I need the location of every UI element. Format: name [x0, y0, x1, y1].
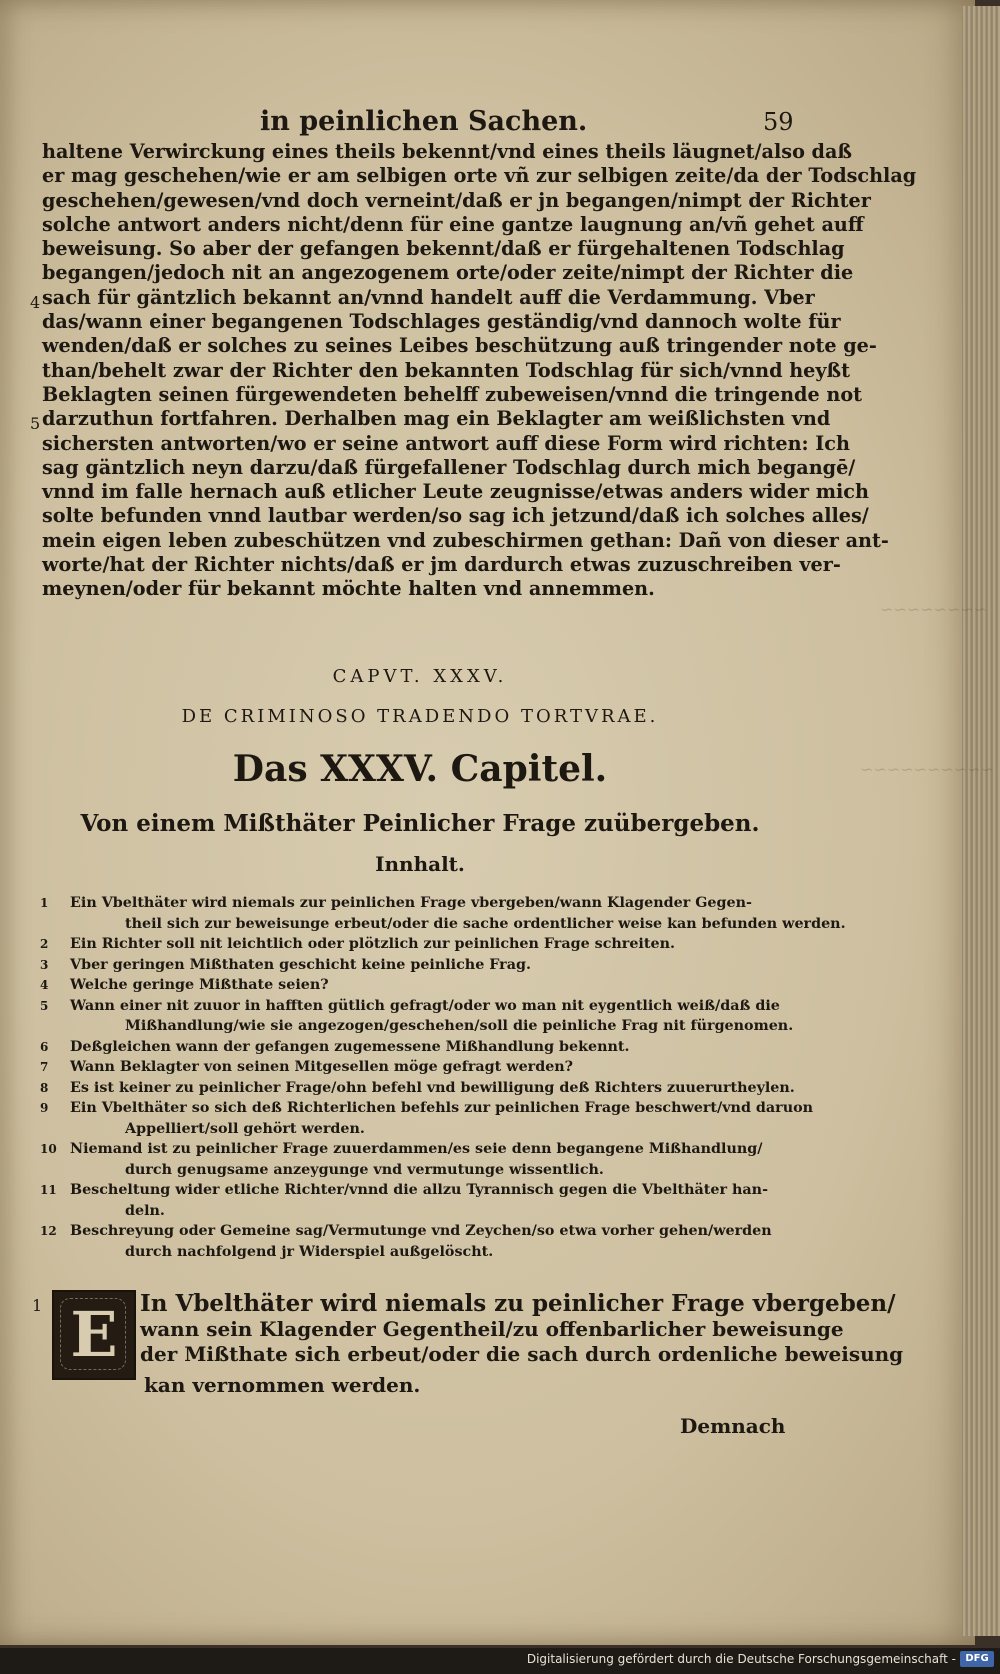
page-number: 59 — [763, 108, 794, 136]
catchword: Demnach — [680, 1414, 786, 1438]
item-text: Es ist keiner zu peinlicher Frage/ohn befehl vnd bewilligung deß Richters zuuerurtheylen. — [70, 1079, 795, 1096]
summary-item — [40, 1180, 800, 1221]
item-text: Ein Vbelthäter so sich deß Richterlichen befehls zur peinlichen Frage beschwert/vnd daruon — [70, 1100, 814, 1116]
opening-line: der Mißthate sich erbeut/oder die sach durch ordenliche beweisung — [140, 1342, 904, 1366]
item-text: Vber geringen Mißthaten geschicht keine peinliche Frag. — [70, 956, 531, 973]
item-number: 2 — [40, 937, 49, 951]
body-line: wenden/daß er solches zu seines Leibes beschützung auß tringender note ge- — [42, 334, 877, 358]
opening-line: wann sein Klagender Gegentheil/zu offenbarlicher beweisunge — [140, 1317, 844, 1341]
item-number: 3 — [40, 957, 49, 972]
margin-number: 4 — [30, 293, 41, 312]
item-continuation: Mißhandlung/wie sie angezogen/geschehen/soll die peinliche Frag nit fürgenomen. — [125, 1018, 794, 1034]
item-text: Deßgleichen wann der gefangen zugemessene Mißhandlung bekennt. — [70, 1038, 630, 1055]
item-continuation: Appelliert/soll gehört werden. — [125, 1120, 365, 1137]
item-number: 12 — [40, 1224, 57, 1238]
item-text: Beschreyung oder Gemeine sag/Vermutunge vnd Zeychen/so etwa vorher gehen/werden — [70, 1223, 772, 1239]
summary-item — [40, 1221, 800, 1262]
initial-letter: E — [70, 1298, 118, 1371]
body-line: vnnd im falle hernach auß etlicher Leute zeugnisse/etwas anders wider mich — [42, 480, 869, 504]
body-line: sichersten antworten/wo er seine antwort auff diese Form wird richten: Ich — [42, 431, 850, 455]
summary-item — [40, 1037, 800, 1058]
latin-title: DE CRIMINOSO TRADENDO TORTVRAE. — [181, 706, 659, 727]
item-number: 10 — [40, 1142, 57, 1156]
item-number: 8 — [40, 1080, 49, 1095]
item-text: Bescheltung wider etliche Richter/vnnd die allzu Tyrannisch gegen die Vbelthäter han- — [70, 1182, 769, 1198]
body-line: darzuthun fortfahren. Derhalben mag ein Beklagter am weißlichsten vnd — [42, 407, 831, 431]
running-head: in peinlichen Sachen. — [260, 106, 588, 137]
decorated-initial — [52, 1290, 136, 1380]
summary-item — [40, 955, 800, 976]
item-continuation: deln. — [125, 1202, 165, 1219]
item-number: 5 — [40, 998, 49, 1013]
body-line: than/behelt zwar der Richter den bekannten Todschlag für sich/vnnd heyßt — [42, 358, 850, 382]
body-line: solche antwort anders nicht/denn für eine gantze laugnung an/vñ gehet auff — [42, 212, 864, 236]
chapter-title: Das XXXV. Capitel. — [232, 748, 608, 790]
body-line: sach für gäntzlich bekannt an/vnnd handelt auff die Verdammung. Vber — [42, 285, 815, 309]
body-line: solte befunden vnnd lautbar werden/so sag ich jetzund/daß ich solches alles/ — [42, 504, 869, 528]
item-text: Wann einer nit zuuor in hafften gütlich gefragt/oder wo man nit eygentlich weiß/daß die — [70, 997, 780, 1014]
item-text: Welche geringe Mißthate seien? — [70, 977, 329, 993]
bleed-through: ~~~~~~~~~~ — [860, 760, 995, 779]
item-number: 11 — [40, 1183, 57, 1197]
item-number: 1 — [40, 896, 49, 910]
body-line: das/wann einer begangenen Todschlages geständig/vnd dannoch wolte für — [42, 310, 841, 334]
summary-item — [40, 893, 846, 934]
item-number: 7 — [40, 1060, 49, 1074]
body-line: meynen/oder für bekannt möchte halten vnd annemmen. — [42, 577, 655, 601]
item-text: Ein Vbelthäter wird niemals zur peinlichen Frage vbergeben/wann Klagender Gegen- — [70, 895, 752, 911]
body-line: Beklagten seinen fürgewendeten behelff zubeweisen/vnnd die tringende not — [42, 382, 862, 406]
caput-heading: CAPVT. XXXV. — [332, 666, 508, 687]
opening-paragraph — [140, 1290, 904, 1367]
footer-credit: Digitalisierung gefördert durch die Deutsche Forschungsgemeinschaft - — [526, 1652, 956, 1666]
item-continuation: theil sich zur beweisunge erbeut/oder die sache ordentlicher weise kan befunden werden. — [125, 915, 846, 932]
margin-number: 5 — [30, 414, 41, 433]
body-text — [42, 140, 917, 602]
section-marker: 1 — [32, 1296, 43, 1315]
summary-item — [40, 1098, 814, 1139]
item-continuation: durch genugsame anzeygunge vnd vermutunge wissentlich. — [125, 1161, 604, 1178]
item-text: Ein Richter soll nit leichtlich oder plötzlich zur peinlichen Frage schreiten. — [70, 936, 675, 952]
opening-line: In Vbelthäter wird niemals zu peinlicher Frage vbergeben/ — [140, 1290, 896, 1317]
body-line: er mag geschehen/wie er am selbigen orte vñ zur selbigen zeite/da der Todschlag — [42, 164, 917, 188]
body-line: sag gäntzlich neyn darzu/daß fürgefallener Todschlag durch mich begangē/ — [42, 455, 856, 479]
item-number: 4 — [40, 978, 49, 992]
item-text: Wann Beklagter von seinen Mitgesellen möge gefragt werden? — [70, 1059, 574, 1075]
opening-last-line: kan vernommen werden. — [144, 1373, 421, 1397]
item-text: Niemand ist zu peinlicher Frage zuuerdammen/es seie denn begangene Mißhandlung/ — [70, 1141, 763, 1157]
body-line: geschehen/gewesen/vnd doch verneint/daß er jn begangen/nimpt der Richter — [42, 188, 871, 212]
inhalt-label: Innhalt. — [375, 852, 465, 876]
item-continuation: durch nachfolgend jr Widerspiel außgelöscht. — [125, 1243, 494, 1260]
summary-item — [40, 1057, 800, 1078]
item-number: 6 — [40, 1039, 49, 1054]
chapter-subtitle: Von einem Mißthäter Peinlicher Frage zuübergeben. — [80, 810, 760, 837]
item-number: 9 — [40, 1101, 49, 1115]
body-line: haltene Verwirckung eines theils bekennt/vnd eines theils läugnet/also daß — [42, 140, 852, 163]
summary-item — [40, 934, 800, 955]
body-line: mein eigen leben zubeschützen vnd zubeschirmen gethan: Dañ von dieser ant- — [42, 528, 889, 552]
summary-item — [40, 1139, 800, 1180]
summary-item — [40, 996, 800, 1037]
summary-item — [40, 1078, 800, 1099]
body-line: begangen/jedoch nit an angezogenem orte/oder zeite/nimpt der Richter die — [42, 261, 854, 285]
summary-item — [40, 975, 800, 996]
body-line: worte/hat der Richter nichts/daß er jm dardurch etwas zuzuschreiben ver- — [42, 553, 841, 577]
bleed-through: ~~~~~~~~ — [880, 600, 988, 619]
summary-list — [40, 893, 846, 1262]
dfg-logo[interactable]: DFG — [960, 1651, 994, 1667]
page-edges — [962, 6, 1000, 1636]
body-line: beweisung. So aber der gefangen bekennt/daß er fürgehaltenen Todschlag — [42, 237, 845, 261]
